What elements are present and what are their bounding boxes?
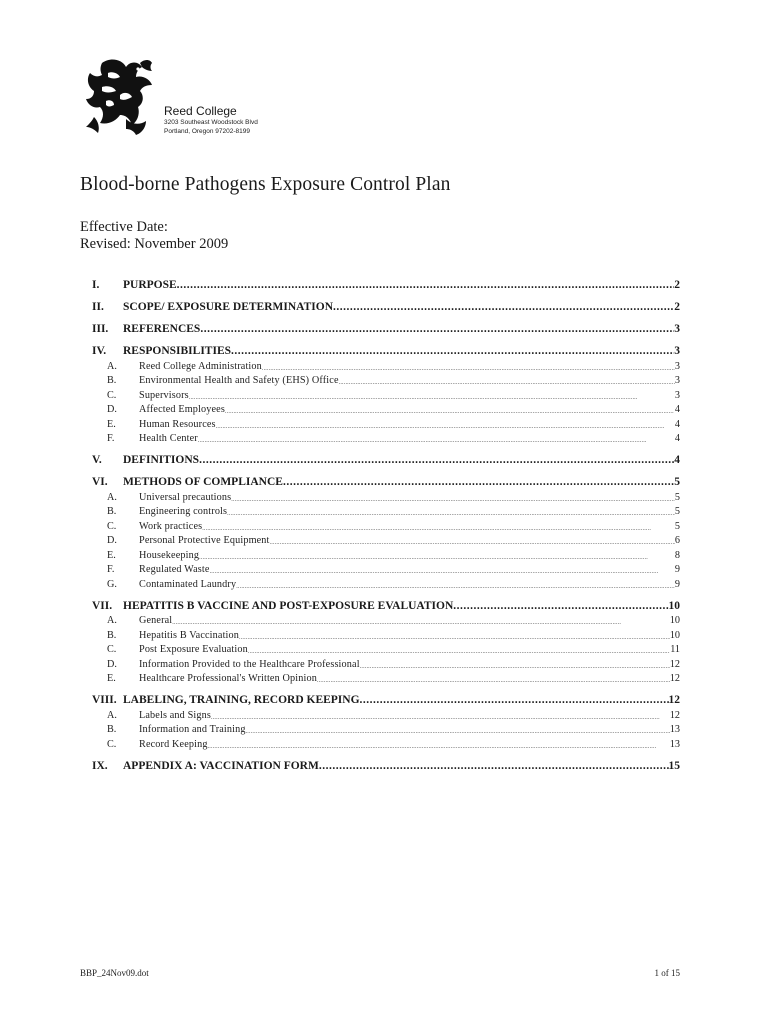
- toc-page-number: 5: [674, 506, 680, 517]
- toc-number: D.: [107, 404, 117, 415]
- toc-label: REFERENCES: [123, 323, 201, 335]
- toc-label: Healthcare Professional's Written Opinion: [139, 673, 317, 684]
- toc-section[interactable]: [92, 691, 680, 706]
- toc-leader-dots: [177, 279, 675, 291]
- toc-number: I.: [92, 279, 100, 291]
- toc-page-number: 11: [670, 644, 680, 655]
- footer-page-indicator: 1 of 15: [654, 968, 680, 978]
- toc-page-number: 5: [674, 491, 680, 503]
- toc-number: V.: [92, 454, 102, 466]
- toc-number: A.: [107, 709, 117, 721]
- toc-leader-dots: [333, 301, 674, 313]
- toc-section[interactable]: [92, 276, 680, 291]
- toc-number: IV.: [92, 345, 107, 357]
- toc-leader-dots: [283, 476, 674, 488]
- toc-label: Human Resources: [139, 418, 216, 430]
- toc-page-number: 3: [674, 323, 680, 335]
- toc-page-number: 4: [674, 404, 680, 415]
- toc-leader-dots: [198, 438, 675, 444]
- toc-page-number: 4: [674, 418, 680, 430]
- toc-leader-dots: [319, 760, 669, 772]
- toc-number: IX.: [92, 759, 108, 772]
- address-line-2: Portland, Oregon 97202-8199: [164, 128, 251, 135]
- toc-number: E.: [107, 418, 116, 430]
- toc-subsection[interactable]: [92, 401, 680, 416]
- toc-page-number: 12: [668, 694, 680, 706]
- toc-number: D.: [107, 535, 117, 546]
- toc-subsection[interactable]: [92, 612, 680, 627]
- toc-page-number: 5: [674, 476, 680, 488]
- toc-subsection[interactable]: [92, 430, 680, 445]
- toc-label: Information and Training: [139, 724, 246, 735]
- toc-leader-dots: [236, 584, 675, 590]
- toc-page-number: 8: [674, 549, 680, 561]
- toc-label: Engineering controls: [139, 506, 228, 517]
- toc-subsection[interactable]: [92, 706, 680, 721]
- toc-page-number: 5: [674, 520, 680, 532]
- toc-page-number: 4: [674, 454, 680, 466]
- toc-leader-dots: [231, 345, 674, 357]
- toc-page-number: 9: [674, 564, 680, 575]
- toc-section[interactable]: [92, 757, 680, 772]
- toc-label: Work practices: [139, 520, 203, 532]
- griffin-logo-icon: [80, 55, 162, 137]
- toc-page-number: 10: [669, 615, 680, 626]
- revised-date: Revised: November 2009: [80, 236, 229, 252]
- toc-number: C.: [107, 738, 117, 750]
- toc-page-number: 3: [674, 345, 680, 357]
- toc-page-number: 3: [674, 389, 680, 401]
- toc-label: General: [139, 615, 173, 626]
- toc-page-number: 3: [674, 360, 680, 372]
- toc-number: B.: [107, 724, 117, 735]
- toc-subsection[interactable]: [92, 546, 680, 561]
- toc-number: F.: [107, 433, 115, 444]
- toc-page-number: 2: [674, 301, 680, 313]
- toc-subsection[interactable]: [92, 575, 680, 590]
- toc-label: LABELING, TRAINING, RECORD KEEPING: [123, 694, 360, 706]
- toc-number: E.: [107, 549, 116, 561]
- toc-number: D.: [107, 658, 117, 670]
- toc-label: Information Provided to the Healthcare Professional: [139, 658, 360, 670]
- toc-page-number: 10: [668, 599, 680, 612]
- toc-number: C.: [107, 644, 117, 655]
- toc-subsection[interactable]: [92, 561, 680, 576]
- toc-label: Health Center: [139, 433, 198, 444]
- toc-label: Supervisors: [139, 389, 189, 401]
- toc-label: APPENDIX A: VACCINATION FORM: [123, 759, 319, 772]
- toc-label: RESPONSIBILITIES: [123, 345, 232, 357]
- toc-label: Labels and Signs: [139, 709, 212, 721]
- effective-date: Effective Date:: [80, 219, 168, 235]
- toc-page-number: 15: [668, 759, 680, 772]
- toc-number: III.: [92, 323, 109, 335]
- toc-page-number: 10: [669, 629, 680, 641]
- toc-page-number: 13: [669, 724, 680, 735]
- toc-page-number: 12: [669, 673, 680, 684]
- toc-label: METHODS OF COMPLIANCE: [123, 476, 283, 488]
- toc-number: F.: [107, 564, 115, 575]
- toc-number: A.: [107, 360, 117, 372]
- toc-number: C.: [107, 389, 117, 401]
- toc-label: Housekeeping: [139, 549, 200, 561]
- toc-page-number: 3: [674, 375, 680, 386]
- toc-leader-dots: [208, 744, 670, 750]
- toc-subsection[interactable]: [92, 517, 680, 532]
- toc-subsection[interactable]: [92, 735, 680, 750]
- toc-label: DEFINITIONS: [123, 454, 200, 466]
- toc-number: B.: [107, 375, 117, 386]
- table-of-contents: [92, 276, 680, 772]
- toc-number: A.: [107, 491, 117, 503]
- toc-label: Reed College Administration: [139, 360, 262, 372]
- toc-page-number: 13: [669, 738, 680, 750]
- toc-subsection[interactable]: [92, 721, 680, 736]
- toc-label: HEPATITIS B VACCINE AND POST-EXPOSURE EVALUATION: [123, 599, 454, 612]
- toc-subsection[interactable]: [92, 670, 680, 685]
- toc-number: VI.: [92, 476, 108, 488]
- toc-number: A.: [107, 615, 117, 626]
- toc-subsection[interactable]: [92, 503, 680, 518]
- footer-filename: BBP_24Nov09.dot: [80, 968, 149, 978]
- toc-page-number: 12: [669, 709, 680, 721]
- document-title: Blood-borne Pathogens Exposure Control Plan: [80, 174, 451, 195]
- toc-page-number: 12: [669, 658, 680, 670]
- toc-label: Environmental Health and Safety (EHS) Office: [139, 375, 339, 386]
- toc-number: B.: [107, 506, 117, 517]
- toc-number: C.: [107, 520, 117, 532]
- toc-number: B.: [107, 629, 117, 641]
- toc-label: SCOPE/ EXPOSURE DETERMINATION: [123, 301, 334, 313]
- toc-number: G.: [107, 578, 117, 590]
- toc-number: E.: [107, 673, 116, 684]
- toc-subsection[interactable]: [92, 386, 680, 401]
- toc-label: Regulated Waste: [139, 564, 210, 575]
- org-block: [164, 104, 258, 136]
- toc-label: Personal Protective Equipment: [139, 535, 270, 546]
- toc-subsection[interactable]: [92, 655, 680, 670]
- toc-label: Record Keeping: [139, 738, 208, 750]
- toc-subsection[interactable]: [92, 532, 680, 547]
- toc-label: Affected Employees: [139, 404, 225, 415]
- toc-section[interactable]: [92, 298, 680, 313]
- toc-page-number: 6: [674, 535, 680, 546]
- toc-page-number: 2: [674, 279, 680, 291]
- address-line-1: 3203 Southeast Woodstock Blvd: [164, 119, 258, 126]
- toc-leader-dots: [199, 454, 674, 466]
- toc-number: VIII.: [92, 694, 117, 706]
- toc-subsection[interactable]: [92, 415, 680, 430]
- toc-subsection[interactable]: [92, 641, 680, 656]
- toc-leader-dots: [453, 600, 668, 612]
- toc-leader-dots: [200, 323, 674, 335]
- toc-label: Hepatitis B Vaccination: [139, 629, 240, 641]
- toc-label: PURPOSE: [123, 279, 177, 291]
- toc-page-number: 9: [674, 578, 680, 590]
- toc-leader-dots: [317, 678, 670, 684]
- toc-subsection[interactable]: [92, 488, 680, 503]
- toc-subsection[interactable]: [92, 626, 680, 641]
- toc-page-number: 4: [674, 433, 680, 444]
- toc-number: II.: [92, 301, 104, 313]
- toc-section[interactable]: [92, 597, 680, 612]
- toc-subsection[interactable]: [92, 372, 680, 387]
- toc-section[interactable]: [92, 342, 680, 357]
- toc-section[interactable]: [92, 473, 680, 488]
- org-name: Reed College: [164, 104, 237, 118]
- toc-subsection[interactable]: [92, 357, 680, 372]
- toc-number: VII.: [92, 599, 113, 612]
- toc-label: Post Exposure Evaluation: [139, 644, 248, 655]
- toc-section[interactable]: [92, 320, 680, 335]
- toc-label: Universal precautions: [139, 491, 232, 503]
- toc-section[interactable]: [92, 451, 680, 466]
- toc-label: Contaminated Laundry: [139, 578, 237, 590]
- toc-leader-dots: [360, 694, 669, 706]
